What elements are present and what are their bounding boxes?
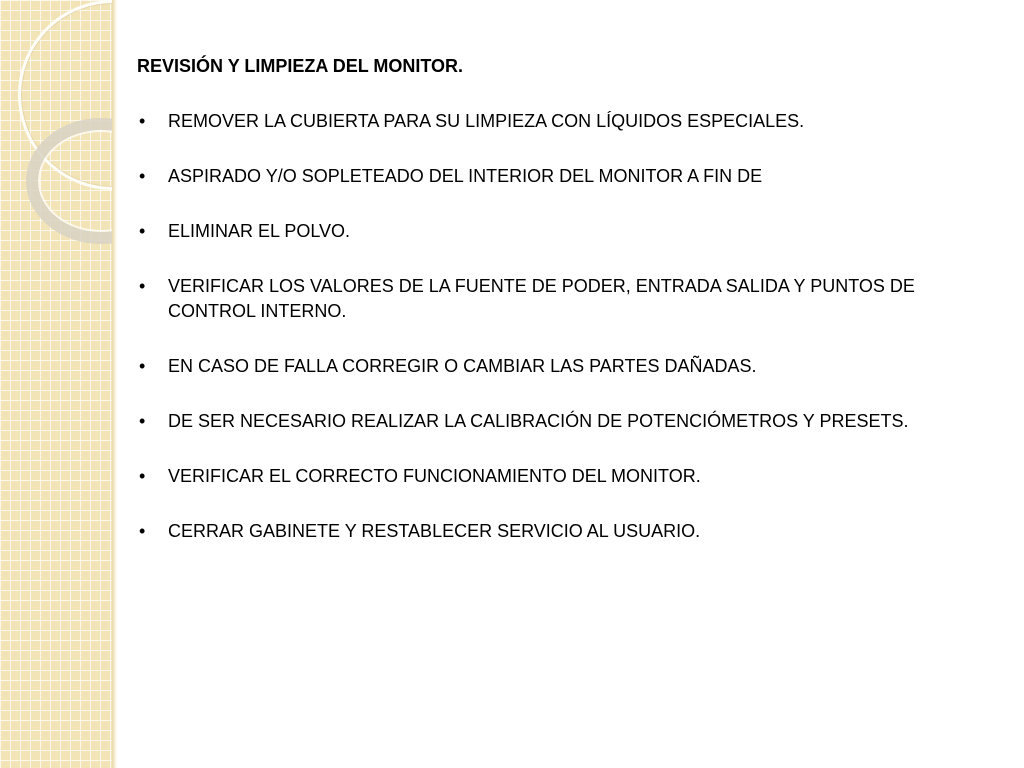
bullet-item [137, 164, 997, 189]
bullet-text: EN CASO DE FALLA CORREGIR O CAMBIAR LAS PARTES DAÑADAS. [168, 356, 757, 376]
bullet-text: VERIFICAR LOS VALORES DE LA FUENTE DE PODER, ENTRADA SALIDA Y PUNTOS DE CONTROL INTERNO. [168, 276, 915, 321]
side-panel-edge [112, 0, 117, 768]
slide-content [137, 54, 997, 574]
bullet-item [137, 464, 997, 489]
bullet-item [137, 354, 997, 379]
bullet-item [137, 109, 997, 134]
bullet-dot: • [139, 221, 146, 241]
bullet-text: REMOVER LA CUBIERTA PARA SU LIMPIEZA CON LÍQUIDOS ESPECIALES. [168, 111, 805, 131]
bullet-dot: • [139, 466, 146, 486]
bullet-dot: • [139, 411, 146, 431]
slide-title: REVISIÓN Y LIMPIEZA DEL MONITOR. [137, 56, 464, 76]
bullet-text: CERRAR GABINETE Y RESTABLECER SERVICIO AL USUARIO. [168, 521, 701, 541]
bullet-item [137, 219, 997, 244]
bullet-text: VERIFICAR EL CORRECTO FUNCIONAMIENTO DEL MONITOR. [168, 466, 701, 486]
bullet-item [137, 274, 997, 324]
bullet-text: ELIMINAR EL POLVO. [168, 221, 351, 241]
decorative-side-panel [0, 0, 112, 768]
bullet-dot: • [139, 111, 146, 131]
bullet-dot: • [139, 276, 146, 296]
bullet-list [137, 109, 997, 544]
bullet-dot: • [139, 521, 146, 541]
bullet-dot: • [139, 356, 146, 376]
bullet-dot: • [139, 166, 146, 186]
bullet-item [137, 409, 997, 434]
bullet-text: DE SER NECESARIO REALIZAR LA CALIBRACIÓN DE POTENCIÓMETROS Y PRESETS. [168, 411, 909, 431]
bullet-text: ASPIRADO Y/O SOPLETEADO DEL INTERIOR DEL MONITOR A FIN DE [168, 166, 763, 186]
bullet-item [137, 519, 997, 544]
